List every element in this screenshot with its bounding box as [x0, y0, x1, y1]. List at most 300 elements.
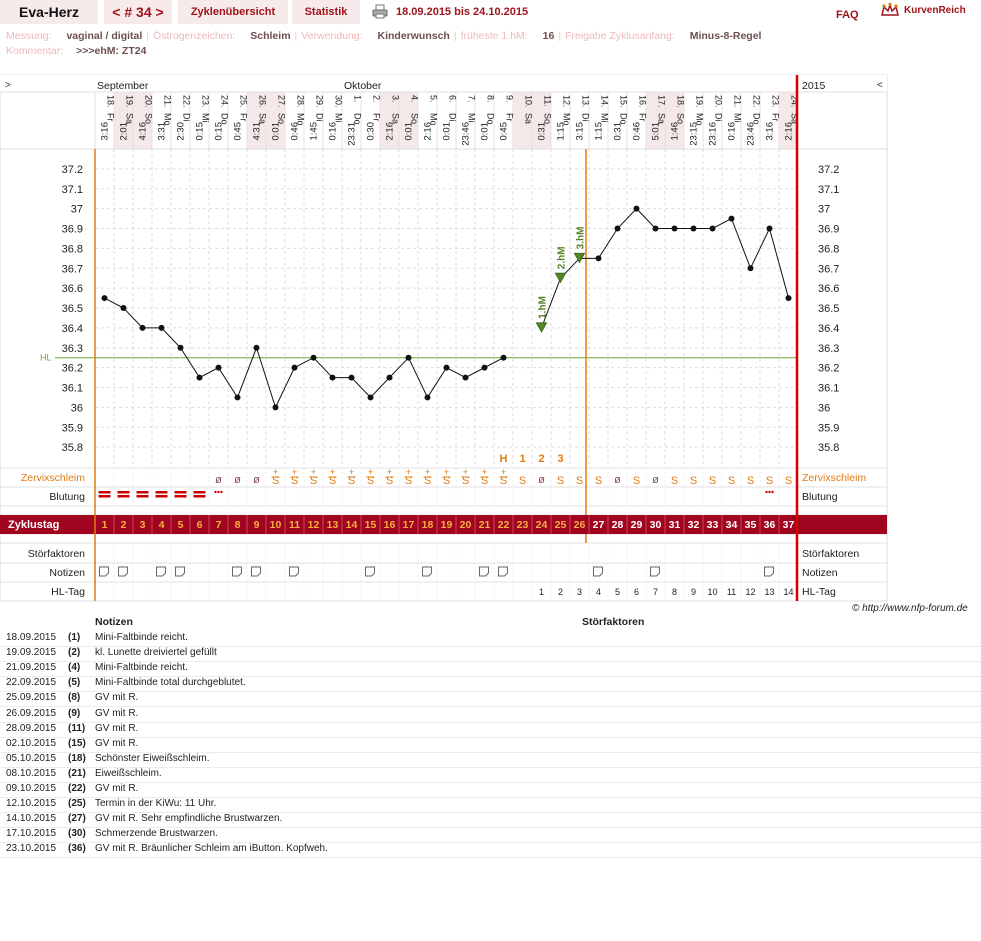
mucus-s-symbol: S	[670, 475, 679, 487]
note-text: GV mit R.	[95, 722, 139, 734]
note-text: kl. Lunette dreiviertel gefüllt	[95, 647, 217, 659]
mucus-dry-symbol: ø	[253, 474, 260, 486]
mucus-s-symbol: S	[765, 475, 774, 487]
note-row	[0, 782, 981, 798]
weekday-label: Do	[751, 113, 762, 125]
bleeding-heavy-mark	[194, 495, 206, 498]
note-text: Mini-Faltbinde reicht.	[95, 632, 188, 643]
weekday-label: Di	[580, 113, 591, 122]
bleeding-row-label-left: Blutung	[49, 491, 85, 503]
bleeding-spot-dot	[768, 491, 770, 493]
measurement-time-label: 3:15	[574, 122, 586, 141]
note-date: 14.10.2015	[6, 813, 57, 825]
disturbance-row-label-right: Störfaktoren	[802, 548, 860, 560]
hl-day-number: 10	[707, 587, 718, 597]
y-tick-label-left: 36.8	[61, 243, 83, 256]
note-text: GV mit R.	[95, 692, 139, 704]
measurement-time-label: 0:46	[631, 122, 643, 141]
day-number-label: 15.	[618, 95, 629, 108]
note-icon[interactable]	[233, 567, 242, 576]
mucus-s-symbol: S	[423, 475, 432, 487]
bleeding-heavy-mark	[99, 491, 111, 494]
temperature-point	[615, 226, 621, 232]
meta-label: Freigabe Zyklusanfang:	[565, 30, 675, 42]
measurement-time-label: 2:30	[175, 122, 187, 141]
mucus-plus-symbol: +	[272, 467, 279, 477]
coverline-label: HL	[40, 352, 52, 363]
temperature-point	[596, 255, 602, 261]
note-row	[0, 767, 981, 783]
note-icon[interactable]	[252, 567, 261, 576]
cycle-day-number: 10	[269, 519, 282, 531]
hl-day-number: 13	[764, 587, 775, 597]
day-number-label: 1.	[352, 95, 363, 103]
mucus-s-symbol: S	[499, 475, 508, 487]
temperature-point	[292, 365, 298, 371]
temperature-point	[387, 375, 393, 381]
cycle-day-number: 29	[630, 519, 643, 531]
mucus-s-symbol: S	[290, 475, 299, 487]
day-number-label: 3.	[390, 95, 401, 103]
note-cycle-day: (15)	[68, 737, 86, 749]
note-icon[interactable]	[765, 567, 774, 576]
measurement-time-label: 1:45	[308, 122, 320, 141]
day-number-label: 7.	[466, 95, 477, 103]
cycle-day-number: 37	[782, 519, 795, 531]
day-number-label: 23.	[200, 95, 211, 108]
mucus-plus-symbol: +	[348, 467, 355, 477]
bleeding-heavy-mark	[118, 491, 130, 494]
weekday-label: Mo	[561, 113, 572, 126]
note-cycle-day: (18)	[68, 752, 86, 764]
day-number-label: 26.	[257, 95, 268, 108]
weekday-label: So	[542, 113, 553, 125]
cycle-day-number: 26	[573, 519, 586, 531]
mucus-s-symbol: S	[632, 475, 641, 487]
mucus-plus-symbol: +	[291, 467, 298, 477]
note-cycle-day: (1)	[68, 632, 81, 643]
weekday-label: Fr	[504, 113, 515, 122]
measurement-time-label: 2:01	[118, 122, 130, 141]
day-number-label: 19.	[124, 95, 135, 108]
day-number-label: 2.	[371, 95, 382, 103]
weekday-label: Mi	[200, 113, 211, 123]
mucus-s-symbol: S	[309, 475, 318, 487]
y-tick-label-left: 35.9	[61, 422, 83, 435]
note-icon[interactable]	[157, 567, 166, 576]
mucus-s-symbol: S	[556, 475, 565, 487]
note-row	[0, 646, 981, 662]
note-cycle-day: (36)	[68, 843, 86, 855]
hl-day-number: 5	[614, 587, 621, 597]
cycle-day-number: 9	[253, 519, 260, 531]
cycle-day-number: 24	[535, 519, 548, 531]
note-text: Schmerzende Brustwarzen.	[95, 828, 218, 840]
y-tick-label-right: 35.9	[818, 422, 840, 435]
note-icon[interactable]	[100, 567, 109, 576]
measurement-time-label: 0:15	[194, 122, 206, 141]
mucus-plus-symbol: +	[405, 467, 412, 477]
bleeding-heavy-mark	[99, 495, 111, 498]
cycle-day-number: 22	[497, 519, 510, 531]
weekday-label: Mo	[295, 113, 306, 126]
cycle-day-number: 36	[763, 519, 776, 531]
cycle-day-number: 34	[725, 519, 738, 531]
nav-next-arrow[interactable]: <	[877, 80, 883, 91]
note-icon[interactable]	[119, 567, 128, 576]
note-row	[0, 737, 981, 753]
mucus-s-symbol: S	[746, 475, 755, 487]
cycle-day-number: 19	[440, 519, 453, 531]
cycle-day-number: 21	[478, 519, 491, 531]
cycle-day-number: 8	[234, 519, 241, 531]
cycle-day-number: 35	[744, 519, 757, 531]
mucus-s-symbol: S	[328, 475, 337, 487]
cycle-day-number: 5	[177, 519, 184, 531]
note-date: 22.09.2015	[6, 677, 57, 689]
weekday-label: Di	[314, 113, 325, 122]
cycle-navigation[interactable]: < # 34 >	[104, 0, 172, 24]
day-number-label: 22.	[751, 95, 762, 108]
cycle-day-number: 6	[196, 519, 203, 531]
temperature-point	[368, 394, 374, 400]
mucus-s-symbol: S	[347, 475, 356, 487]
y-tick-label-right: 37.2	[818, 163, 840, 176]
note-row	[0, 752, 981, 768]
y-tick-label-left: 36.6	[61, 283, 83, 296]
note-text: Mini-Faltbinde reicht.	[95, 662, 188, 674]
cycle-day-number: 25	[554, 519, 567, 531]
note-cycle-day: (27)	[68, 813, 86, 825]
notes-row-label-right: Notizen	[802, 567, 838, 579]
day-number-label: 18.	[105, 95, 116, 108]
meta-label: Verwendung:	[301, 30, 363, 42]
mucus-plus-symbol: +	[462, 467, 469, 477]
hl-day-row-label-left: HL-Tag	[51, 586, 85, 598]
measurement-time-label: 23:16	[707, 122, 719, 146]
note-icon[interactable]	[290, 567, 299, 576]
measurement-time-label: 1:46	[669, 122, 681, 141]
note-date: 19.09.2015	[6, 647, 57, 659]
mucus-dry-symbol: ø	[215, 474, 222, 486]
cycle-day-number: 17	[402, 519, 415, 531]
y-tick-label-right: 35.8	[818, 442, 840, 455]
disturbance-row-label-left: Störfaktoren	[27, 548, 85, 560]
note-cycle-day: (8)	[68, 692, 81, 704]
y-tick-label-right: 36.8	[818, 243, 840, 256]
day-number-label: 10.	[523, 95, 534, 108]
note-date: 18.09.2015	[6, 632, 57, 643]
note-icon[interactable]	[480, 567, 489, 576]
mucus-row-label-left: Zervixschleim	[20, 472, 85, 484]
y-tick-label-left: 36.9	[61, 223, 83, 236]
note-date: 26.09.2015	[6, 707, 57, 719]
note-cycle-day: (25)	[68, 798, 86, 810]
meta-value: Minus-8-Regel	[686, 30, 762, 42]
temperature-point	[330, 375, 336, 381]
y-tick-label-left: 36.3	[61, 342, 83, 355]
weekday-label: Di	[713, 113, 724, 122]
mucus-plus-symbol: +	[329, 467, 336, 477]
temperature-point	[311, 355, 317, 361]
nav-prev-arrow[interactable]: >	[5, 80, 11, 91]
weekday-label: Mo	[694, 113, 705, 126]
mucus-plus-symbol: +	[443, 467, 450, 477]
hl-day-number: 12	[745, 587, 756, 597]
note-date: 05.10.2015	[6, 752, 57, 764]
note-row	[0, 797, 981, 813]
note-icon[interactable]	[366, 567, 375, 576]
y-tick-label-right: 36.2	[818, 362, 840, 375]
logo-text: KurvenReich	[904, 4, 966, 16]
temperature-point	[235, 394, 241, 400]
credit-link[interactable]: © http://www.nfp-forum.de	[852, 603, 968, 614]
meta-value: Kinderwunsch	[374, 30, 450, 42]
weekday-label: Mi	[732, 113, 743, 123]
weekday-label: Di	[181, 113, 192, 122]
measurement-time-label: 0:01	[479, 122, 491, 141]
day-number-label: 24.	[789, 95, 800, 108]
temperature-point	[254, 345, 260, 351]
temperature-point	[140, 325, 146, 331]
measurement-time-label: 4:16	[137, 122, 149, 141]
temperature-point	[178, 345, 184, 351]
day-number-label: 16.	[637, 95, 648, 108]
temperature-point	[691, 226, 697, 232]
weekday-label: Sa	[656, 113, 667, 125]
cycle-day-number: 11	[288, 519, 301, 531]
temperature-point	[197, 375, 203, 381]
bleeding-heavy-mark	[194, 491, 206, 494]
measurement-time-label: 2:16	[422, 122, 434, 141]
note-date: 28.09.2015	[6, 722, 57, 734]
y-tick-label-right: 36.3	[818, 342, 840, 355]
day-number-label: 6.	[447, 95, 458, 103]
temperature-point	[501, 355, 507, 361]
measurement-time-label: 5:01	[650, 122, 662, 141]
temperature-point	[121, 305, 127, 311]
note-icon[interactable]	[594, 567, 603, 576]
mucus-plus-symbol: +	[481, 467, 488, 477]
note-cycle-day: (5)	[68, 677, 81, 689]
y-tick-label-right: 36	[818, 402, 831, 415]
day-number-label: 18.	[675, 95, 686, 108]
comment-value: >>>ehM: ZT24	[76, 45, 147, 57]
cycle-day-number: 33	[706, 519, 719, 531]
note-icon[interactable]	[176, 567, 185, 576]
note-cycle-day: (4)	[68, 662, 81, 674]
bleeding-heavy-mark	[156, 495, 168, 498]
hl-day-number: 9	[690, 587, 697, 597]
cycle-day-number: 28	[611, 519, 624, 531]
tab-cycle-overview[interactable]: Zyklenübersicht	[178, 0, 288, 24]
measurement-time-label: 0:16	[327, 122, 339, 141]
faq-link[interactable]: FAQ	[836, 9, 859, 21]
month-label: Oktober	[344, 80, 382, 92]
weekday-label: Sa	[124, 113, 135, 125]
measurement-time-label: 0:01	[403, 122, 415, 141]
hl-day-number: 2	[557, 587, 564, 597]
meta-label: Östrogenzeichen:	[153, 30, 236, 42]
measurement-time-label: 2:16	[783, 122, 795, 141]
note-row	[0, 707, 981, 723]
day-number-label: 8.	[485, 95, 496, 103]
mucus-dry-symbol: ø	[652, 474, 659, 486]
note-text: Termin in der KiWu: 11 Uhr.	[95, 798, 217, 810]
note-text: Eiweißschleim.	[95, 767, 162, 779]
day-number-label: 13.	[580, 95, 591, 108]
note-text: Schönster Eiweißschleim.	[95, 752, 210, 764]
day-number-label: 20.	[713, 95, 724, 108]
cycle-day-number: 12	[307, 519, 320, 531]
weekday-label: Do	[219, 113, 230, 125]
hl-day-number: 3	[576, 587, 583, 597]
cycle-day-row-label: Zyklustag	[8, 519, 60, 531]
measurement-time-label: 0:31	[612, 122, 624, 141]
y-tick-label-left: 37	[70, 203, 83, 216]
date-range: 18.09.2015 bis 24.10.2015	[396, 6, 529, 18]
cycle-day-number: 7	[215, 519, 222, 531]
meta-value: vaginal / digital	[63, 30, 143, 42]
mucus-s-symbol: S	[480, 475, 489, 487]
high-measurement-label: 2.hM	[556, 246, 568, 270]
day-number-label: 17.	[656, 95, 667, 108]
cycle-day-number: 2	[120, 519, 127, 531]
mucus-s-symbol: S	[784, 475, 793, 487]
weekday-label: Mi	[599, 113, 610, 123]
weekday-label: Mo	[428, 113, 439, 126]
note-cycle-day: (9)	[68, 707, 81, 719]
disturbances-header: Störfaktoren	[582, 616, 645, 628]
note-cycle-day: (22)	[68, 783, 86, 794]
year-label: 2015	[802, 80, 826, 92]
high-measurement-label: 1.hM	[537, 296, 549, 319]
cycle-day-number: 3	[139, 519, 146, 531]
note-row	[0, 676, 981, 692]
temperature-point	[444, 365, 450, 371]
day-number-label: 12.	[561, 95, 572, 108]
note-date: 09.10.2015	[6, 783, 57, 794]
y-tick-label-right: 37	[818, 203, 831, 216]
cycle-day-number: 4	[158, 519, 165, 531]
cycle-day-number: 15	[364, 519, 377, 531]
mucus-s-symbol: S	[575, 475, 584, 487]
bleeding-heavy-mark	[175, 491, 187, 494]
note-text: GV mit R. Bräunlicher Schleim am iButton. Kopfweh.	[95, 843, 328, 855]
measurement-time-label: 0:16	[726, 122, 738, 141]
measurement-time-label: 3:16	[99, 122, 111, 141]
high-measurement-label: 3.hM	[575, 226, 587, 250]
measurement-time-label: 0:31	[536, 122, 548, 141]
y-tick-label-right: 36.1	[818, 382, 840, 395]
temperature-point	[748, 265, 754, 271]
weekday-label: Sa	[257, 113, 268, 125]
bleeding-heavy-mark	[175, 495, 187, 498]
bleeding-spot-dot	[771, 491, 773, 493]
temperature-point	[672, 226, 678, 232]
temperature-point	[349, 375, 355, 381]
hl-day-number: 6	[633, 587, 640, 597]
temperature-point	[767, 226, 773, 232]
measurement-time-label: 3:16	[764, 122, 776, 141]
day-number-label: 25.	[238, 95, 249, 108]
weekday-label: So	[143, 113, 154, 125]
day-number-label: 30.	[333, 95, 344, 108]
note-icon[interactable]	[423, 567, 432, 576]
note-date: 12.10.2015	[6, 798, 57, 810]
note-icon[interactable]	[651, 567, 660, 576]
y-tick-label-left: 37.2	[61, 163, 83, 176]
mucus-s-symbol: S	[385, 475, 394, 487]
brand-title: Eva-Herz	[0, 0, 98, 24]
cycle-day-number: 32	[687, 519, 700, 531]
weekday-label: Fr	[770, 113, 781, 122]
weekday-label: Sa	[390, 113, 401, 125]
hl-day-number: 4	[595, 587, 602, 597]
day-number-label: 27.	[276, 95, 287, 108]
meta-separator: |	[146, 30, 150, 42]
hl-day-number: 7	[652, 587, 659, 597]
mucus-s-symbol: S	[727, 475, 736, 487]
meta-value: 16	[539, 30, 555, 42]
cycle-day-number: 13	[326, 519, 339, 531]
day-number-label: 19.	[694, 95, 705, 108]
cycle-day-number: 16	[383, 519, 396, 531]
peak-day-label: 3	[557, 453, 564, 465]
weekday-label: So	[409, 113, 420, 125]
note-date: 02.10.2015	[6, 737, 57, 749]
note-cycle-day: (11)	[68, 722, 86, 734]
cycle-day-number: 1	[101, 519, 108, 531]
y-tick-label-left: 35.8	[61, 442, 83, 455]
note-date: 08.10.2015	[6, 767, 57, 779]
temperature-point	[634, 206, 640, 212]
note-row	[0, 812, 981, 828]
tab-statistics[interactable]: Statistik	[292, 0, 360, 24]
measurement-time-label: 2:16	[384, 122, 396, 141]
weekday-label: Fr	[371, 113, 382, 122]
weekday-label: Sa	[523, 113, 534, 125]
cycle-day-number: 18	[421, 519, 434, 531]
meta-label: Messung:	[6, 30, 52, 42]
measurement-time-label: 0:45	[498, 122, 510, 141]
month-label: September	[97, 80, 149, 92]
temperature-point	[710, 226, 716, 232]
cycle-day-number: 23	[516, 519, 529, 531]
day-number-label: 4.	[409, 95, 420, 103]
day-number-label: 29.	[314, 95, 325, 108]
temperature-point	[216, 365, 222, 371]
note-icon[interactable]	[499, 567, 508, 576]
mucus-s-symbol: S	[594, 475, 603, 487]
bleeding-heavy-mark	[156, 491, 168, 494]
bleeding-heavy-mark	[137, 495, 149, 498]
y-tick-label-left: 37.1	[61, 183, 83, 196]
mucus-s-symbol: S	[518, 475, 527, 487]
note-text: GV mit R. Sehr empfindliche Brustwarzen.	[95, 813, 283, 825]
temperature-point	[729, 216, 735, 222]
hl-day-row-label-right: HL-Tag	[802, 586, 836, 598]
bleeding-row-label-right: Blutung	[802, 491, 838, 503]
measurement-time-label: 23:15	[688, 122, 700, 146]
weekday-label: Di	[447, 113, 458, 122]
weekday-label: So	[276, 113, 287, 125]
bleeding-heavy-mark	[137, 491, 149, 494]
note-text: GV mit R.	[95, 707, 139, 719]
meta-value: Schleim	[247, 30, 291, 42]
meta-separator: |	[453, 30, 457, 42]
mucus-dry-symbol: ø	[234, 474, 241, 486]
